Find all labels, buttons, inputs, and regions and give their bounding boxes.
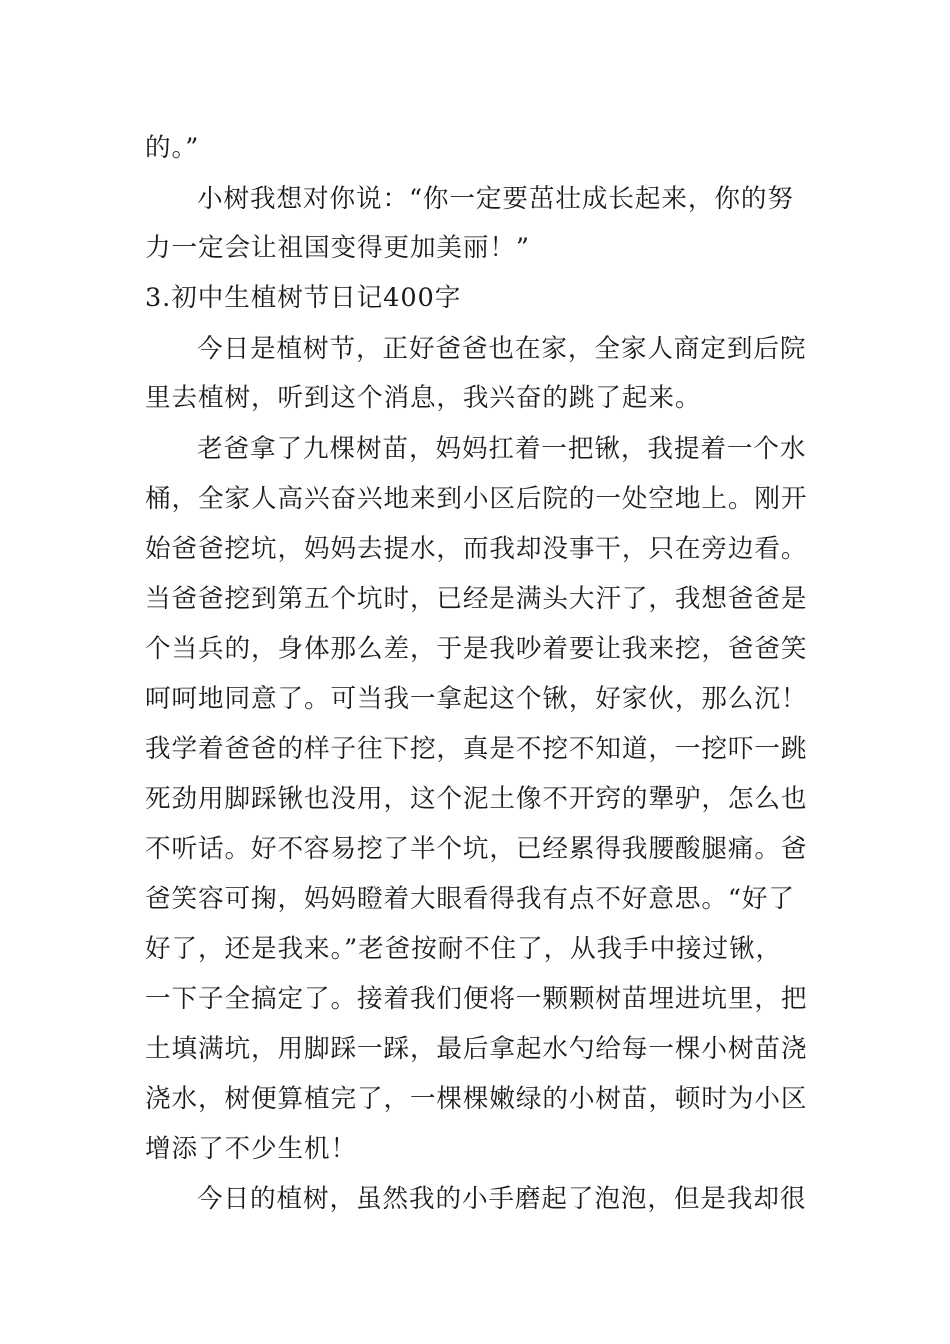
text-line: 浇水，树便算植完了，一棵棵嫩绿的小树苗，顿时为小区 (145, 1084, 808, 1114)
paragraph-first-line: 今日的植树，虽然我的小手磨起了泡泡，但是我却很 (197, 1184, 807, 1214)
section-heading: 3.初中生植树节日记400字 (145, 283, 462, 313)
text-line: 的。” (145, 133, 200, 163)
paragraph-first-line: 今日是植树节，正好爸爸也在家，全家人商定到后院 (197, 334, 807, 364)
paragraph-first-line: 老爸拿了九棵树苗，妈妈扛着一把锹，我提着一个水 (197, 434, 807, 464)
text-line: 个当兵的，身体那么差，于是我吵着要让我来挖，爸爸笑 (145, 634, 808, 664)
text-line: 不听话。好不容易挖了半个坑，已经累得我腰酸腿痛。爸 (145, 834, 808, 864)
paragraph-first-line: 小树我想对你说：“你一定要茁壮成长起来，你的努 (197, 184, 794, 214)
text-line: 增添了不少生机！ (145, 1134, 357, 1164)
text-line: 桶，全家人高兴奋兴地来到小区后院的一处空地上。刚开 (145, 484, 808, 514)
text-line: 好了，还是我来。”老爸按耐不住了，从我手中接过锹， (145, 934, 783, 964)
text-line: 一下子全搞定了。接着我们便将一颗颗树苗埋进坑里，把 (145, 984, 808, 1014)
text-line: 死劲用脚踩锹也没用，这个泥土像不开窍的犟驴，怎么也 (145, 784, 808, 814)
text-line: 始爸爸挖坑，妈妈去提水，而我却没事干，只在旁边看。 (145, 534, 808, 564)
text-line: 爸笑容可掬，妈妈瞪着大眼看得我有点不好意思。“好了 (145, 884, 795, 914)
text-line: 呵呵地同意了。可当我一拿起这个锹，好家伙，那么沉！ (145, 684, 808, 714)
text-line: 土填满坑，用脚踩一踩，最后拿起水勺给每一棵小树苗浇 (145, 1034, 808, 1064)
text-line: 我学着爸爸的样子往下挖，真是不挖不知道，一挖吓一跳 (145, 734, 808, 764)
text-line: 里去植树，听到这个消息，我兴奋的跳了起来。 (145, 383, 702, 413)
text-line: 力一定会让祖国变得更加美丽！” (145, 233, 530, 263)
text-line: 当爸爸挖到第五个坑时，已经是满头大汗了，我想爸爸是 (145, 584, 808, 614)
